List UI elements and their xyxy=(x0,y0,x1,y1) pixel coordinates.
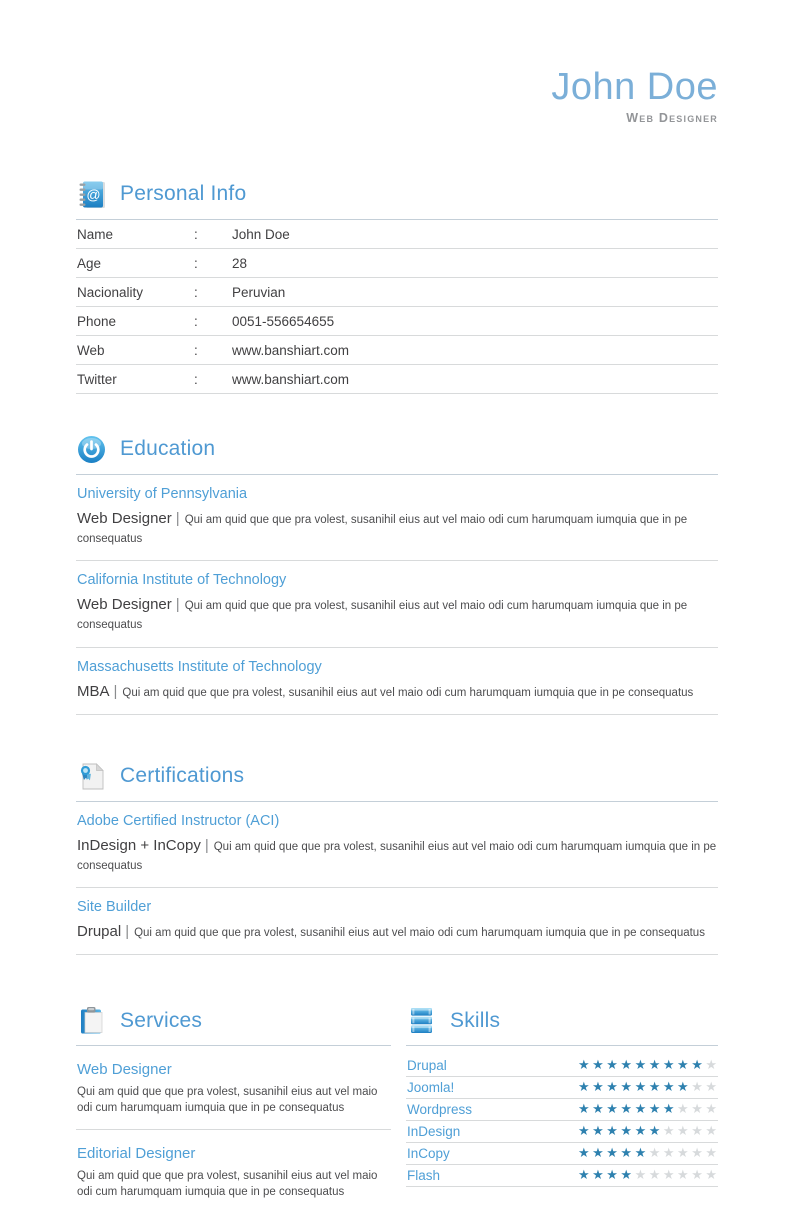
star-filled-icon: ★ xyxy=(634,1079,647,1095)
star-empty-icon: ★ xyxy=(705,1123,717,1139)
info-label: Nacionality xyxy=(77,284,144,300)
star-empty-icon: ★ xyxy=(648,1167,661,1183)
star-empty-icon: ★ xyxy=(662,1123,675,1139)
certification-program: Drupal xyxy=(77,923,122,941)
skill-rating xyxy=(575,1123,717,1139)
certification-description: Qui am quid que que pra volest, susanihil eius aut vel maio odi cum harumquam iumquia que in pe consequatus xyxy=(134,927,705,940)
skills-list xyxy=(406,1055,718,1187)
info-label: Web xyxy=(77,342,105,358)
skill-name: Flash xyxy=(407,1167,441,1183)
education-detail xyxy=(77,682,717,701)
skills-header xyxy=(406,1005,718,1046)
section-skills xyxy=(406,1005,718,1213)
skill-name: InDesign xyxy=(407,1123,461,1139)
power-button-icon xyxy=(76,434,107,465)
info-row-phone xyxy=(76,307,718,336)
service-entry xyxy=(76,1130,391,1213)
education-description: Qui am quid que que pra volest, susanihil eius aut vel maio odi cum harumquam iumquia que in pe consequatus xyxy=(77,600,688,632)
star-empty-icon: ★ xyxy=(677,1145,689,1161)
star-filled-icon: ★ xyxy=(648,1123,661,1139)
info-label: Age xyxy=(77,255,102,271)
info-label: Phone xyxy=(77,313,117,329)
star-filled-icon: ★ xyxy=(592,1101,604,1117)
star-filled-icon: ★ xyxy=(592,1123,604,1139)
education-header xyxy=(76,434,718,475)
header xyxy=(76,0,718,125)
info-colon: : xyxy=(194,284,198,300)
skill-name: Drupal xyxy=(407,1057,447,1073)
star-empty-icon: ★ xyxy=(691,1123,703,1139)
star-filled-icon: ★ xyxy=(677,1079,689,1095)
skill-row xyxy=(406,1055,718,1077)
bottom-columns xyxy=(76,1005,718,1213)
info-value: 0051-556654655 xyxy=(232,313,335,329)
star-filled-icon: ★ xyxy=(634,1057,647,1073)
star-filled-icon: ★ xyxy=(662,1079,675,1095)
certificate-icon xyxy=(76,761,107,792)
star-empty-icon: ★ xyxy=(634,1167,647,1183)
section-title-certifications: Certifications xyxy=(120,764,245,788)
star-empty-icon: ★ xyxy=(677,1167,689,1183)
svg-text:@: @ xyxy=(86,186,101,203)
section-certifications xyxy=(76,761,718,956)
service-description: Qui am quid que que pra volest, susanihil eius aut vel maio odi cum harumquam iumquia que in pe consequatus xyxy=(77,1170,378,1198)
star-filled-icon: ★ xyxy=(606,1057,618,1073)
service-name: Editorial Designer xyxy=(77,1145,196,1163)
star-empty-icon: ★ xyxy=(705,1167,717,1183)
certification-program: InDesign + InCopy xyxy=(77,836,201,854)
star-empty-icon: ★ xyxy=(705,1101,717,1117)
star-filled-icon: ★ xyxy=(592,1079,604,1095)
star-filled-icon: ★ xyxy=(648,1101,661,1117)
education-description: Qui am quid que que pra volest, susanihil eius aut vel maio odi cum harumquam iumquia que in pe consequatus xyxy=(122,686,694,699)
section-personal-info xyxy=(76,179,718,394)
skill-rating xyxy=(575,1101,717,1117)
star-filled-icon: ★ xyxy=(577,1079,590,1095)
pipe-separator: | xyxy=(113,682,118,700)
star-filled-icon: ★ xyxy=(634,1123,647,1139)
skill-rating xyxy=(575,1057,717,1073)
star-filled-icon: ★ xyxy=(606,1123,618,1139)
skill-name: Wordpress xyxy=(407,1101,473,1117)
star-filled-icon: ★ xyxy=(634,1101,647,1117)
education-school: California Institute of Technology xyxy=(77,572,287,589)
pipe-separator: | xyxy=(125,923,130,941)
personal-info-table xyxy=(76,220,718,394)
pipe-separator: | xyxy=(175,596,180,614)
skill-rating xyxy=(575,1079,717,1095)
education-school: University of Pennsylvania xyxy=(77,485,248,502)
database-stack-icon xyxy=(406,1005,437,1036)
star-filled-icon: ★ xyxy=(620,1057,633,1073)
education-degree: Web Designer xyxy=(77,509,172,527)
skill-name: Joomla! xyxy=(407,1079,455,1095)
person-name: John Doe xyxy=(551,66,718,108)
info-row-age xyxy=(76,249,718,278)
info-row-name xyxy=(76,220,718,249)
info-colon: : xyxy=(194,313,198,329)
person-title: Web Designer xyxy=(626,110,718,125)
info-colon: : xyxy=(194,371,198,387)
star-filled-icon: ★ xyxy=(691,1057,703,1073)
info-value: www.banshiart.com xyxy=(232,342,350,358)
star-filled-icon: ★ xyxy=(606,1101,618,1117)
info-row-web xyxy=(76,336,718,365)
star-filled-icon: ★ xyxy=(634,1145,647,1161)
info-value: Peruvian xyxy=(232,284,286,300)
star-empty-icon: ★ xyxy=(705,1145,717,1161)
education-entry xyxy=(76,475,718,561)
pipe-separator: | xyxy=(175,509,180,527)
star-filled-icon: ★ xyxy=(620,1079,633,1095)
star-filled-icon: ★ xyxy=(577,1101,590,1117)
skill-rating xyxy=(575,1145,717,1161)
star-filled-icon: ★ xyxy=(677,1057,689,1073)
star-filled-icon: ★ xyxy=(620,1123,633,1139)
info-row-nationality xyxy=(76,278,718,307)
service-name: Web Designer xyxy=(77,1061,172,1079)
star-empty-icon: ★ xyxy=(705,1079,717,1095)
star-empty-icon: ★ xyxy=(691,1079,703,1095)
section-title-education: Education xyxy=(120,437,216,461)
star-filled-icon: ★ xyxy=(606,1079,618,1095)
star-empty-icon: ★ xyxy=(662,1145,675,1161)
skill-row xyxy=(406,1165,718,1187)
certification-description: Qui am quid que que pra volest, susanihil eius aut vel maio odi cum harumquam iumquia que in pe consequatus xyxy=(77,840,717,873)
star-filled-icon: ★ xyxy=(577,1123,590,1139)
star-empty-icon: ★ xyxy=(677,1101,689,1117)
certification-detail xyxy=(77,836,717,874)
star-empty-icon: ★ xyxy=(691,1101,703,1117)
star-filled-icon: ★ xyxy=(577,1145,590,1161)
services-header xyxy=(76,1005,391,1046)
pipe-separator: | xyxy=(204,836,209,854)
skill-row xyxy=(406,1143,718,1165)
info-value: www.banshiart.com xyxy=(232,371,350,387)
star-filled-icon: ★ xyxy=(606,1167,618,1183)
star-filled-icon: ★ xyxy=(606,1145,618,1161)
section-education xyxy=(76,434,718,715)
star-empty-icon: ★ xyxy=(677,1123,689,1139)
skill-rating xyxy=(575,1167,717,1183)
skill-row xyxy=(406,1121,718,1143)
star-filled-icon: ★ xyxy=(577,1167,590,1183)
certification-entry xyxy=(76,802,718,888)
certification-entry xyxy=(76,888,718,955)
info-value: John Doe xyxy=(232,226,290,242)
education-degree: Web Designer xyxy=(77,596,172,614)
star-filled-icon: ★ xyxy=(620,1145,633,1161)
section-services xyxy=(76,1005,391,1213)
education-school: Massachusetts Institute of Technology xyxy=(77,658,322,675)
star-filled-icon: ★ xyxy=(592,1167,604,1183)
star-filled-icon: ★ xyxy=(662,1101,675,1117)
education-detail xyxy=(77,595,717,633)
star-filled-icon: ★ xyxy=(620,1167,633,1183)
star-empty-icon: ★ xyxy=(662,1167,675,1183)
service-entry xyxy=(76,1046,391,1130)
info-value: 28 xyxy=(232,255,248,271)
star-filled-icon: ★ xyxy=(648,1057,661,1073)
info-label: Name xyxy=(77,226,114,242)
info-colon: : xyxy=(194,226,198,242)
info-label: Twitter xyxy=(77,371,117,387)
info-colon: : xyxy=(194,342,198,358)
star-empty-icon: ★ xyxy=(648,1145,661,1161)
star-filled-icon: ★ xyxy=(592,1145,604,1161)
info-colon: : xyxy=(194,255,198,271)
info-row-twitter xyxy=(76,365,718,394)
education-entry xyxy=(76,648,718,715)
service-description: Qui am quid que que pra volest, susanihil eius aut vel maio odi cum harumquam iumquia que in pe consequatus xyxy=(77,1086,378,1114)
section-title-services: Services xyxy=(120,1008,203,1032)
clipboard-icon xyxy=(76,1005,107,1036)
certification-detail xyxy=(77,922,717,941)
star-filled-icon: ★ xyxy=(592,1057,604,1073)
skill-row xyxy=(406,1077,718,1099)
star-filled-icon: ★ xyxy=(577,1057,590,1073)
star-empty-icon: ★ xyxy=(691,1145,703,1161)
section-title-skills: Skills xyxy=(450,1008,501,1032)
certification-name: Site Builder xyxy=(77,899,152,916)
skill-row xyxy=(406,1099,718,1121)
education-entry xyxy=(76,561,718,647)
star-empty-icon: ★ xyxy=(705,1057,717,1073)
certification-name: Adobe Certified Instructor (ACI) xyxy=(77,812,280,829)
star-filled-icon: ★ xyxy=(662,1057,675,1073)
personal-info-header xyxy=(76,179,718,220)
education-degree: MBA xyxy=(77,682,110,700)
skill-name: InCopy xyxy=(407,1145,450,1161)
education-detail xyxy=(77,509,717,547)
education-description: Qui am quid que que pra volest, susanihil eius aut vel maio odi cum harumquam iumquia que in pe consequatus xyxy=(77,513,688,546)
star-empty-icon: ★ xyxy=(691,1167,703,1183)
star-filled-icon: ★ xyxy=(648,1079,661,1095)
certifications-header xyxy=(76,761,718,802)
star-filled-icon: ★ xyxy=(620,1101,633,1117)
address-book-icon xyxy=(76,179,107,210)
section-title-personal-info: Personal Info xyxy=(120,182,247,206)
